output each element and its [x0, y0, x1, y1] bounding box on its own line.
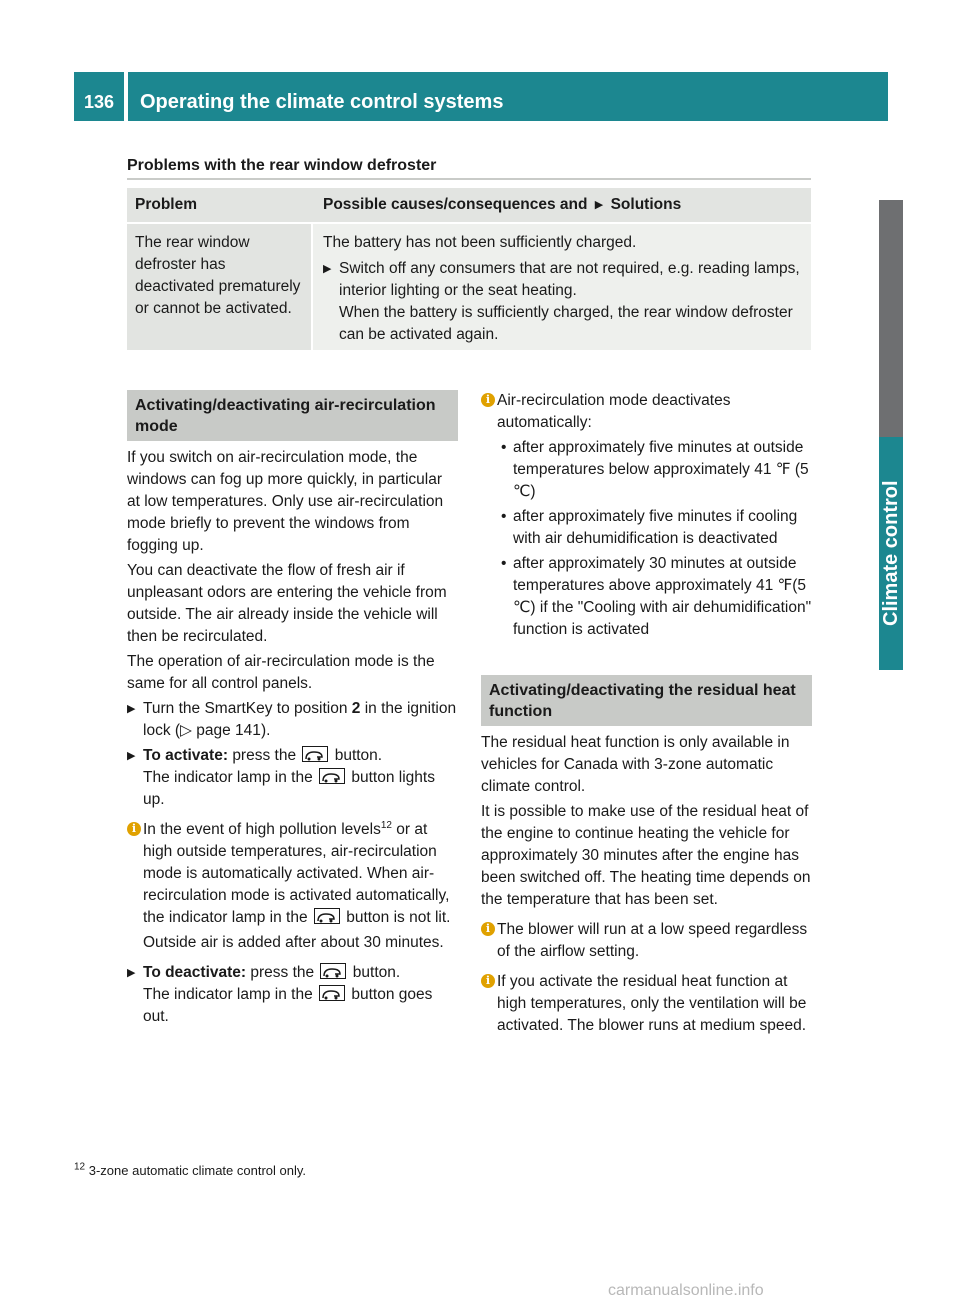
side-tab-label: Climate control — [880, 480, 902, 627]
air-recirculation-button-icon — [314, 908, 340, 924]
footnote-number: 12 — [74, 1161, 86, 1173]
step-text: ). — [260, 722, 271, 739]
step-text: button lights up. — [143, 769, 435, 808]
step-text: Turn the SmartKey to position — [143, 700, 348, 717]
air-recirculation-button-icon — [319, 768, 345, 784]
page-reference: ▷ page 141 — [180, 722, 261, 739]
bullet-icon: • — [501, 508, 507, 525]
info-icon: i — [481, 393, 495, 407]
paragraph: The operation of air-recirculation mode is the same for all control panels. — [127, 653, 435, 692]
bullet-icon: • — [501, 555, 507, 572]
step-text: button. — [352, 964, 401, 981]
right-column — [481, 390, 812, 1040]
watermark: carmanualsonline.info — [608, 1282, 764, 1299]
chapter-title: Operating the climate control systems — [128, 72, 888, 121]
bullet-icon: • — [501, 439, 507, 456]
step-text: in the ignition lock ( — [143, 700, 457, 739]
info-icon: i — [481, 974, 495, 988]
step-text: press the — [250, 964, 315, 981]
side-tab-block — [879, 200, 903, 437]
solution-step-followup: When the battery is sufficiently charged, the rear window defroster can be activated again. — [339, 304, 793, 343]
step-arrow-icon: ▶ — [127, 750, 136, 762]
step-text: button. — [334, 747, 383, 764]
instruction-step — [127, 962, 458, 1028]
col-header-causes-text: Possible causes/consequences and — [323, 196, 588, 213]
step-arrow-icon: ▶ — [594, 199, 604, 211]
list-item — [497, 506, 812, 550]
step-label: To deactivate: — [143, 964, 247, 981]
table-row — [127, 224, 811, 350]
position-number: 2 — [351, 700, 361, 717]
side-tab — [879, 200, 903, 670]
step-text: The indicator lamp in the — [143, 769, 313, 786]
info-text: Air-recirculation mode deactivates automatically: — [497, 392, 731, 431]
col-header-causes — [323, 194, 681, 216]
info-note — [481, 390, 812, 641]
paragraph: You can deactivate the flow of fresh air if unpleasant odors are entering the vehicle from outside. The air already inside the vehicle will then be recirculated. — [127, 562, 447, 645]
section-title-rear-defroster: Problems with the rear window defroster — [127, 157, 437, 174]
air-recirculation-button-icon — [319, 985, 345, 1001]
page-number: 136 — [74, 72, 124, 121]
solution-step-text: Switch off any consumers that are not required, e.g. reading lamps, interior lighting or the seat heating. — [339, 260, 800, 299]
table-header — [127, 188, 811, 222]
info-text: In the event of high pollution levels — [143, 821, 381, 838]
col-header-problem: Problem — [135, 196, 198, 213]
step-arrow-icon: ▶ — [127, 967, 136, 979]
info-note — [481, 919, 812, 963]
list-item-text: after approximately 30 minutes at outside temperatures above approximately 41 ℉(5 ℃) if the "Cooling with air dehumidification" function is activated — [513, 555, 812, 638]
info-text: The blower will run at a low speed regardless of the airflow setting. — [497, 921, 808, 960]
paragraph: It is possible to make use of the residual heat of the engine to continue heating the vehicle for approximately 30 minutes after the engine has been switched off. The heating time depends on the temperature that has been set. — [481, 803, 811, 908]
section-title-air-recirculation: Activating/deactivating air-recirculation mode — [127, 390, 458, 441]
info-text: Outside air is added after about 30 minutes. — [143, 934, 444, 951]
step-text: The indicator lamp in the — [143, 986, 313, 1003]
instruction-step — [127, 698, 458, 742]
page-header — [74, 72, 888, 121]
info-text: button is not lit. — [346, 909, 451, 926]
footnote — [74, 1163, 306, 1179]
left-column — [127, 390, 458, 1028]
step-label: To activate: — [143, 747, 228, 764]
step-arrow-icon: ▶ — [127, 703, 136, 715]
info-icon: i — [481, 922, 495, 936]
step-arrow-icon: ▶ — [323, 263, 332, 275]
instruction-step — [127, 745, 458, 811]
paragraph: The residual heat function is only available in vehicles for Canada with 3-zone automatic climate control. — [481, 734, 790, 795]
step-text: press the — [232, 747, 297, 764]
air-recirculation-button-icon — [320, 963, 346, 979]
section-divider — [127, 178, 811, 180]
step-text: button goes out. — [143, 986, 433, 1025]
col-header-solutions-text: Solutions — [610, 196, 682, 213]
list-item — [497, 553, 812, 641]
list-item-text: after approximately five minutes if cooling with air dehumidification is deactivated — [513, 508, 798, 547]
footnote-text: 3-zone automatic climate control only. — [88, 1163, 306, 1178]
section-title-residual-heat: Activating/deactivating the residual heat function — [481, 675, 812, 726]
air-recirculation-button-icon — [302, 746, 328, 762]
info-text: or at high outside temperatures, air-recirculation mode is automatically activated. When air-recirculation mode is activated automatically, the indicator lamp in the — [143, 821, 450, 926]
info-icon: i — [127, 822, 141, 836]
footnote-ref: 12 — [380, 819, 392, 831]
solution-step — [323, 258, 801, 346]
paragraph: If you switch on air-recirculation mode, the windows can fog up more quickly, in particular at low temperatures. Only use air-recirculation mode briefly to prevent the windows from fogging up. — [127, 449, 444, 554]
cell-problem: The rear window defroster has deactivated prematurely or cannot be activated. — [127, 224, 311, 350]
info-text: If you activate the residual heat function at high temperatures, only the ventilation will be activated. The blower runs at medium speed. — [497, 973, 807, 1034]
info-note — [481, 971, 812, 1037]
list-item-text: after approximately five minutes at outside temperatures below approximately 41 ℉ (5 ℃) — [513, 439, 809, 500]
cell-causes — [313, 224, 811, 350]
info-note — [127, 819, 458, 954]
list-item — [497, 437, 812, 503]
cell-cause-text: The battery has not been sufficiently charged. — [323, 234, 637, 251]
